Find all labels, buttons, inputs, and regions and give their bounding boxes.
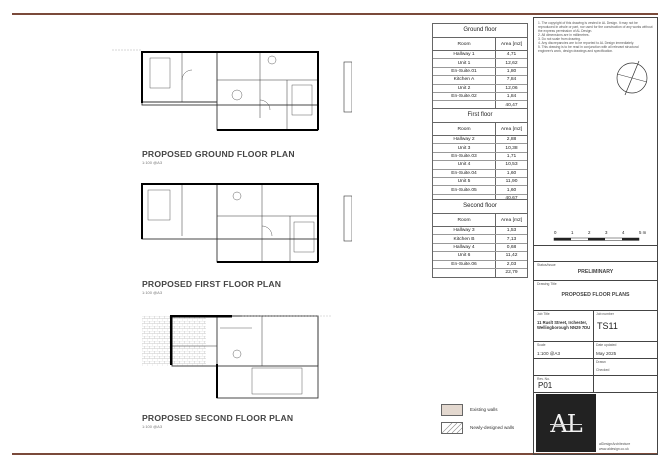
ground-plan-title: PROPOSED GROUND FLOOR PLAN <box>142 149 295 159</box>
total-area: 40,47 <box>505 102 518 108</box>
room-name: Unit 6 <box>433 252 496 259</box>
scale-tick-label: 3 <box>605 230 608 235</box>
room-area: 1,60 <box>506 170 517 176</box>
schedule-title: Ground floor <box>433 24 527 38</box>
room-area: 12,06 <box>505 85 518 91</box>
logo-rule <box>550 424 582 425</box>
first-floor-plan-drawing <box>112 176 352 271</box>
room-area: 7,13 <box>506 236 517 242</box>
drawn-label: Drawn <box>596 360 606 364</box>
room-name: En-Suite.01 <box>433 68 496 75</box>
total-spacer <box>433 269 496 277</box>
company-logo <box>536 394 596 452</box>
room-name: Hallway 2 <box>433 136 496 143</box>
room-name: Kitchen B <box>433 235 496 242</box>
room-name: En-Suite.03 <box>433 153 496 160</box>
ground-floor-schedule <box>432 23 528 110</box>
area-header: Area [m2] <box>500 217 523 223</box>
room-area: 7,84 <box>506 77 517 83</box>
date-value: May 2025 <box>596 351 617 356</box>
room-name: Hallway 3 <box>433 227 496 234</box>
schedule-header <box>433 38 527 51</box>
scale-tick-label: 2 <box>588 230 591 235</box>
room-area: 1,60 <box>506 187 517 193</box>
status-value: PRELIMINARY <box>577 269 614 275</box>
drawing-notes <box>538 21 654 53</box>
schedule-row <box>433 170 527 178</box>
room-header: Room <box>433 38 496 50</box>
area-header: Area [m2] <box>500 41 523 47</box>
room-name: Hallway 1 <box>433 51 496 58</box>
schedule-header <box>433 123 527 136</box>
room-name: En-Suite.06 <box>433 261 496 268</box>
date-label: Date updated <box>596 343 617 347</box>
room-area: 2,88 <box>506 137 517 143</box>
scale-bar-ticks <box>554 230 654 236</box>
status-label: Status/Issue <box>537 263 556 267</box>
second-floor-plan-drawing <box>112 306 352 406</box>
room-name: Hallway 4 <box>433 244 496 251</box>
first-floor-schedule <box>432 108 528 204</box>
job-title-label: Job Title <box>537 312 550 316</box>
job-number-label: Job number <box>596 312 614 316</box>
existing-walls-label: Existing walls <box>470 407 498 412</box>
schedule-row <box>433 59 527 67</box>
room-area: 12,62 <box>505 60 518 66</box>
area-header: Area [m2] <box>500 126 523 132</box>
scale-tick-label: 0 <box>554 230 557 235</box>
room-area: 1,53 <box>506 228 517 234</box>
schedule-row <box>433 235 527 243</box>
company-website: www.aldesign.co.uk <box>599 447 629 451</box>
schedule-row <box>433 144 527 152</box>
first-plan-scale: 1:100 @A3 <box>142 290 163 295</box>
room-area: 11,42 <box>505 253 518 259</box>
schedule-title: Second floor <box>433 200 527 214</box>
room-area: 11,90 <box>505 179 518 185</box>
schedule-header <box>433 214 527 227</box>
company-name: alDesignArchitecture <box>599 442 631 446</box>
schedule-row <box>433 244 527 252</box>
new-walls-swatch <box>441 422 463 434</box>
room-area: 0,68 <box>506 244 517 250</box>
revision-label: Rev. No. <box>537 377 550 381</box>
note-line: 3. Do not scale from drawing. <box>538 37 581 41</box>
site-address: 11 Ruslt Street, Irchester, Wellingborough NN29 7DU <box>537 320 591 330</box>
room-name: Kitchen A <box>433 76 496 83</box>
schedule-row <box>433 186 527 194</box>
room-name: Unit 3 <box>433 144 496 151</box>
title-block <box>533 17 658 455</box>
schedule-row <box>433 76 527 84</box>
note-line: 5. This drawing is to be read in conjunction with all relevant structural engineer's work, design drawings and specification. <box>538 45 639 53</box>
revision-value: P01 <box>538 381 553 390</box>
existing-walls-swatch <box>441 404 463 416</box>
note-line: 4. Any discrepancies are to be reported to AL Design immediately. <box>538 41 635 45</box>
note-line: 1. The copyright of this drawing is vested in AL Design. It may not be reproduced in whole or part, nor used for the construction of any works without the express permission of AL Design. <box>538 21 653 33</box>
second-plan-title: PROPOSED SECOND FLOOR PLAN <box>142 413 294 423</box>
room-name: Unit 2 <box>433 85 496 92</box>
room-header: Room <box>433 123 496 135</box>
schedule-total-row <box>433 269 527 277</box>
checked-label: Checked <box>596 368 610 372</box>
room-name: Unit 4 <box>433 161 496 168</box>
new-walls-label: Newly-designed walls <box>470 425 515 430</box>
ground-floor-plan-drawing <box>112 40 352 140</box>
room-area: 10,53 <box>505 162 518 168</box>
schedule-row <box>433 136 527 144</box>
first-plan-title: PROPOSED FIRST FLOOR PLAN <box>142 279 282 289</box>
room-name: En-Suite.05 <box>433 186 496 193</box>
room-header: Room <box>433 214 496 226</box>
scale-value: 1:100 @A3 <box>537 351 561 356</box>
room-area: 4,71 <box>506 52 517 58</box>
room-area: 2,03 <box>506 261 517 267</box>
schedule-row <box>433 178 527 186</box>
room-area: 1,80 <box>506 68 517 74</box>
room-area: 1,71 <box>506 153 517 159</box>
scale-tick-label: 5 m <box>639 230 647 235</box>
note-line: 2. All dimensions are in millimetres. <box>538 33 590 37</box>
schedule-title: First floor <box>433 109 527 123</box>
schedule-row <box>433 68 527 76</box>
ground-plan-scale: 1:100 @A3 <box>142 160 163 165</box>
schedule-row <box>433 227 527 235</box>
room-area: 10,38 <box>505 145 518 151</box>
scale-tick-label: 4 <box>622 230 625 235</box>
second-floor-schedule <box>432 199 528 278</box>
schedule-row <box>433 93 527 101</box>
drawing-title: PROPOSED FLOOR PLANS <box>561 292 630 298</box>
scale-tick-label: 1 <box>571 230 574 235</box>
room-name: Unit 1 <box>433 59 496 66</box>
schedule-row <box>433 261 527 269</box>
room-area: 1,84 <box>506 94 517 100</box>
room-name: Unit 5 <box>433 178 496 185</box>
schedule-row <box>433 161 527 169</box>
schedule-row <box>433 153 527 161</box>
second-plan-scale: 1:100 @A3 <box>142 424 163 429</box>
north-arrow-icon <box>612 58 652 98</box>
drawing-title-label: Drawing Title <box>537 282 557 286</box>
logo-monogram: AL <box>550 410 582 438</box>
room-name: En-Suite.04 <box>433 170 496 177</box>
schedule-row <box>433 85 527 93</box>
top-border <box>12 13 658 15</box>
job-number: TS11 <box>597 321 618 331</box>
total-area: 22,79 <box>505 270 518 276</box>
room-name: En-Suite.02 <box>433 93 496 100</box>
schedule-row <box>433 51 527 59</box>
schedule-row <box>433 252 527 260</box>
scale-label: Scale <box>537 343 546 347</box>
